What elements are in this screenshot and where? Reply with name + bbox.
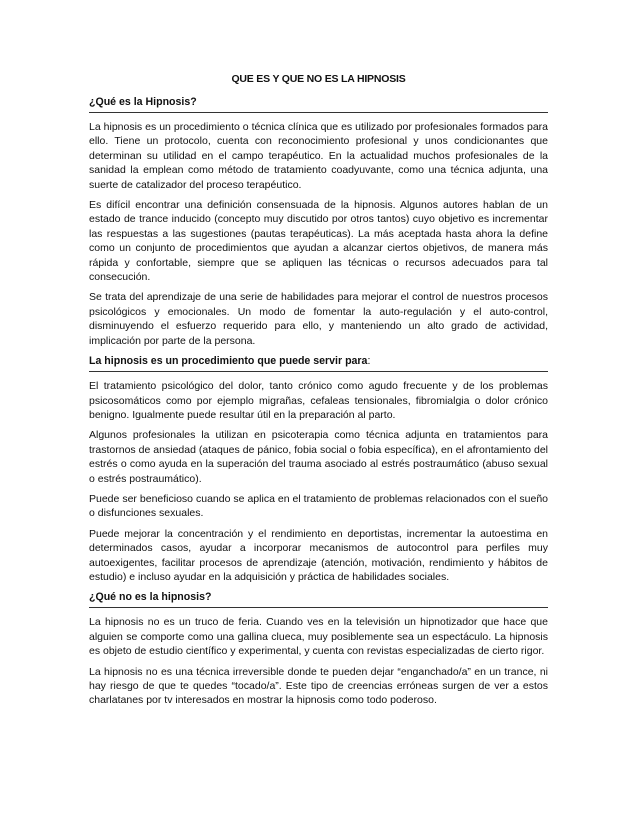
paragraph: El tratamiento psicológico del dolor, tanto crónico como agudo frecuente y de los problemas psicosomáticos como por ejemplo migrañas, cefaleas tensionales, fibromialgia o dolor crónico benigno. Igualmente puede resultar útil en la preparación al parto. [89,380,548,421]
heading-colon: : [367,355,371,368]
paragraph: La hipnosis no es una técnica irreversible donde te pueden dejar “enganchado/a” en un trance, ni hay riesgo de que te quedes “tocado/a”. Este tipo de creencias erróneas surgen de ver a estos charlatanes por tv interesados en mostrar la hipnosis como todo poderoso. [89,665,548,707]
paragraph: Es difícil encontrar una definición consensuada de la hipnosis. Algunos autores hablan de un estado de trance inducido (concepto muy discutido por otros tantos) cuyo objetivo es incrementar las respuestas a las sugestiones (pautas terapéuticas). La más aceptada hasta ahora la define como un conjunto de procedimientos que ayudan a alcanzar ciertos objetivos, de manera más rápida y confortable, siempre que se apliquen las técnicas o recursos adecuados para tal consecución. [89,199,548,284]
section-heading-text: La hipnosis es un procedimiento que puede servir para [89,355,368,368]
paragraph: Puede mejorar la concentración y el rendimiento en deportistas, incrementar la autoestima en determinados casos, ayudar a incorporar mecanismos de autocontrol para perfiles muy autoexigentes, facilitar procesos de aprendizaje (atención, motivación, rendimiento y hábitos de estudio) e incluso ayudar en la adquisición y práctica de habilidades sociales. [89,527,548,583]
section-heading-text: ¿Qué es la Hipnosis? [89,96,197,108]
paragraph: La hipnosis no es un truco de feria. Cuando ves en la televisión un hipnotizador que hace que alguien se comporte como una gallina clueca, muy posiblemente sea un espectáculo. La hipnosis es objeto de estudio científico y experimental, y cuenta con revistas especializadas de cierto rigor. [89,616,548,658]
section-heading-que-no-es [89,590,548,608]
paragraph: Algunos profesionales la utilizan en psicoterapia como técnica adjunta en tratamientos para trastornos de ansiedad (ataques de pánico, fobia social o fobia específica), en el afrontamiento del estrés o como ayuda en la superación del trauma asociado al estrés postraumático (abuso sexual o estrés postraumático). [89,429,548,485]
paragraph: La hipnosis es un procedimiento o técnica clínica que es utilizado por profesionales formados para ello. Tiene un protocolo, cuenta con reconocimiento profesional y unos condicionantes que determinan su utilidad en el campo terapéutico. En la actualidad muchos profesionales de la sanidad la emplean como método de tratamiento coadyuvante, como una técnica adjunta, una suerte de catalizador del proceso terapéutico. [89,121,548,191]
document-title: QUE ES Y QUE NO ES LA HIPNOSIS [231,73,406,85]
section-heading-que-es [89,95,548,113]
paragraph: Se trata del aprendizaje de una serie de habilidades para mejorar el control de nuestros procesos psicológicos y emocionales. Un modo de fomentar la auto-regulación y el auto-control, disminuyendo el esfuerzo requerido para ello, y manteniendo un alto grado de actividad, implicación por parte de la persona. [89,291,548,347]
paragraph: Puede ser beneficioso cuando se aplica en el tratamiento de problemas relacionados con el sueño o disfunciones sexuales. [89,492,548,520]
section-heading-puede-servir [89,354,548,372]
section-heading-text: ¿Qué no es la hipnosis? [89,591,212,604]
